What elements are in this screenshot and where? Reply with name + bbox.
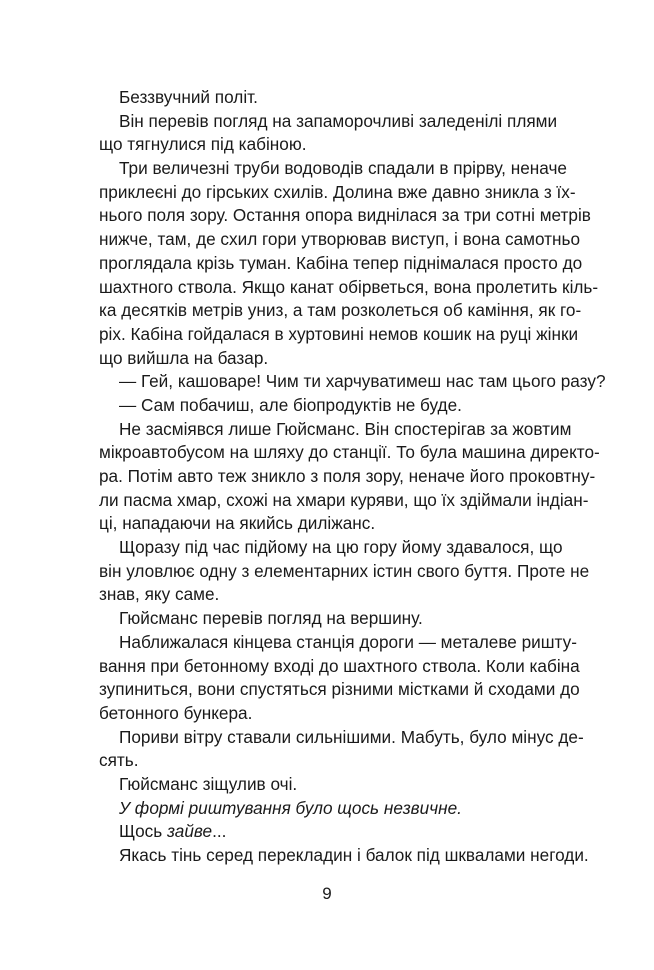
paragraph — [99, 536, 590, 607]
text-line: нижче, там, де схил гори утворював виступ, і вона самотньо — [99, 229, 581, 250]
text-line: Пориви вітру ставали сильнішими. Мабуть, було мінус де- — [119, 726, 584, 747]
text-line: — Гей, кашоваре! Чим ти харчуватимеш нас там цього разу? — [119, 371, 606, 392]
paragraph — [99, 607, 555, 631]
text-line: зупиниться, вони спустяться різними містками й сходами до — [99, 679, 580, 700]
text-line: — Сам побачиш, але біопродуктів не буде. — [119, 394, 462, 415]
paragraph — [99, 418, 600, 536]
text-line: Гюйсманс перевів погляд на вершину. — [119, 608, 423, 629]
paragraph — [99, 773, 555, 797]
page-number: 9 — [322, 884, 332, 903]
text-line: Наближалася кінцева станція дороги — металеве ришту- — [119, 631, 577, 652]
text-line: ріх. Кабіна гойдалася в хуртовині немов кошик на руці жінки — [99, 323, 579, 344]
italic-text-line: У формі риштування було щось незвичне. — [119, 797, 462, 818]
paragraph — [99, 370, 606, 394]
text-line: що вийшла на базар. — [99, 347, 269, 368]
text-line: мікроавтобусом на шляху до станції. То була машина директо- — [99, 442, 600, 463]
paragraph — [99, 394, 555, 418]
text-line: Якась тінь серед перекладин і балок під шквалами негоди. — [119, 845, 589, 865]
text-line: вання при бетонному вході до шахтного ствола. Коли кабіна — [99, 655, 580, 676]
text-line: Щоразу під час підйому на цю гору йому здавалося, що — [119, 537, 563, 558]
text-run: ... — [212, 821, 227, 842]
text-line: ка десятків метрів униз, а там розколеться об каміння, як го- — [99, 300, 582, 321]
paragraph — [99, 157, 599, 370]
text-line: нього поля зору. Остання опора виднілася за три сотні метрів — [99, 205, 591, 226]
text-line: Він перевів погляд на запаморочливі заледенілі плями — [119, 110, 558, 131]
text-line: Беззвучний політ. — [119, 87, 258, 107]
text-line: він уловлює одну з елементарних істин свого буття. Проте не — [99, 560, 590, 581]
text-line: проглядала крізь туман. Кабіна тепер піднімалася просто до — [99, 252, 583, 273]
text-line — [99, 820, 555, 844]
text-line: приклеєні до гірських схилів. Долина вже давно зникла з їх- — [99, 181, 576, 202]
paragraph — [99, 631, 580, 726]
text-line: що тягнулися під кабіною. — [99, 134, 307, 155]
italic-text-run: зайве — [167, 821, 213, 842]
text-line: знав, яку саме. — [99, 584, 220, 605]
text-line: ли пасма хмар, схожі на хмари куряви, що їх здіймали індіан- — [99, 489, 589, 510]
paragraph — [99, 110, 558, 157]
text-line: Три величезні труби водоводів спадали в прірву, неначе — [119, 158, 567, 179]
paragraph — [99, 797, 555, 821]
paragraph — [99, 86, 555, 110]
paragraph — [99, 726, 584, 773]
text-line: сять. — [99, 750, 139, 771]
text-line: ра. Потім авто теж зникло з поля зору, неначе його проковтну- — [99, 466, 596, 486]
body-text — [99, 86, 606, 868]
text-line: ці, нападаючи на якийсь диліжанс. — [99, 513, 376, 534]
text-line: Не засміявся лише Гюйсманс. Він спостерігав за жовтим — [119, 418, 572, 439]
text-line: бетонного бункера. — [99, 702, 253, 723]
text-line: Гюйсманс зіщулив очі. — [119, 773, 298, 794]
text-line: шахтного ствола. Якщо канат обірветься, вона пролетить кіль- — [99, 276, 599, 297]
paragraph — [99, 844, 589, 868]
paragraph — [99, 820, 555, 844]
text-run: Щось — [119, 821, 167, 842]
